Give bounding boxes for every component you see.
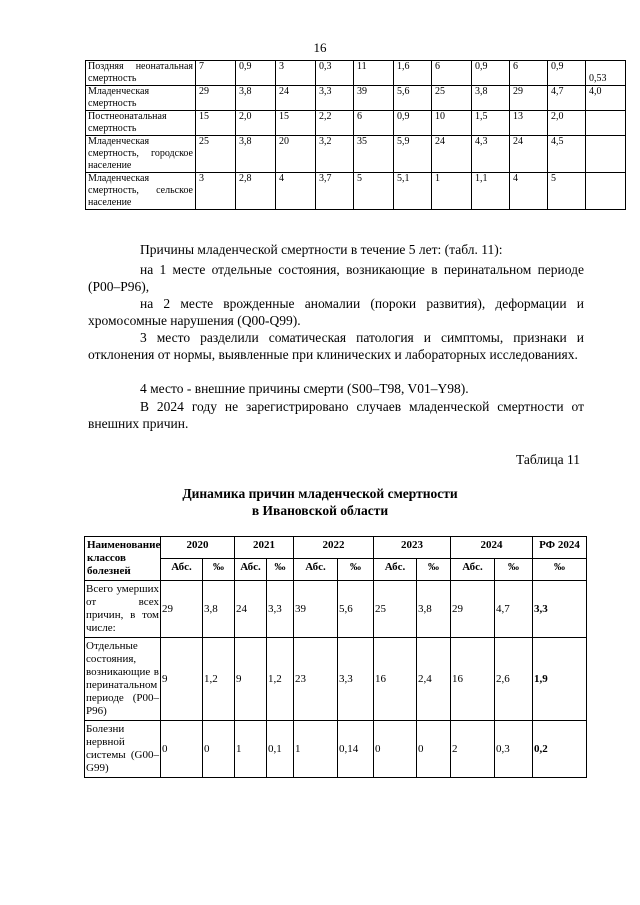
table-cell: 0 xyxy=(203,721,235,778)
table-cell: 3,8 xyxy=(203,581,235,638)
table-cell: 3,8 xyxy=(236,136,276,173)
year-header-2024: 2024 xyxy=(451,537,533,559)
table-cell: 7 xyxy=(196,61,236,86)
table-cell: 35 xyxy=(354,136,394,173)
table-cell: 3 xyxy=(196,173,236,210)
table-11-subheader-row xyxy=(85,559,587,581)
table-cell: 0,3 xyxy=(316,61,354,86)
table-cell: 5,6 xyxy=(338,581,374,638)
table-cell: 5 xyxy=(548,173,586,210)
subheader-permille: ‰ xyxy=(267,559,294,581)
table-cell: 5 xyxy=(354,173,394,210)
table-cell: 24 xyxy=(510,136,548,173)
paragraph-causes-intro: Причины младенческой смертности в течение 5 лет: (табл. 11): xyxy=(140,242,503,257)
table-cell: 0 xyxy=(417,721,451,778)
table-11-caption: Таблица 11 xyxy=(516,452,580,467)
table-cell: 2,6 xyxy=(495,638,533,721)
table-cell: 24 xyxy=(276,86,316,111)
table-cell: 3 xyxy=(276,61,316,86)
table-cell: 2,2 xyxy=(316,111,354,136)
table-cell: 6 xyxy=(510,61,548,86)
year-header-rf-2024: РФ 2024 xyxy=(533,537,587,559)
paragraph-third-place: 3 место разделили соматическая патология и симптомы, признаки и отклонения от нормы, выявленные при клинических и лабораторных исследованиях. xyxy=(88,330,584,362)
row-label: Младенческая смертность, городское население xyxy=(86,136,196,173)
row-label: Отдельные состояния, возникающие в перинатальном периоде (P00–P96) xyxy=(85,638,161,721)
table-cell: 0,1 xyxy=(267,721,294,778)
table-cell: 1 xyxy=(235,721,267,778)
table-cell: 0,14 xyxy=(338,721,374,778)
table-cell: 39 xyxy=(354,86,394,111)
table-cell: 0,2 xyxy=(533,721,587,778)
table-cell xyxy=(586,173,626,210)
table-10-continuation xyxy=(85,60,626,210)
table-cell: 15 xyxy=(276,111,316,136)
table-row xyxy=(85,721,587,778)
row-label: Младенческая смертность xyxy=(86,86,196,111)
table-cell: 0,53 xyxy=(586,61,626,86)
table-cell: 1,1 xyxy=(472,173,510,210)
table-cell: 29 xyxy=(161,581,203,638)
table-cell: 10 xyxy=(432,111,472,136)
table-row xyxy=(86,173,626,210)
table-11-year-header-row xyxy=(85,537,587,559)
row-label: Младенческая смертность, сельское население xyxy=(86,173,196,210)
table-cell: 9 xyxy=(235,638,267,721)
table-cell: 4,5 xyxy=(548,136,586,173)
subheader-abs: Абс. xyxy=(294,559,338,581)
table-11-title xyxy=(0,485,640,519)
table-cell: 20 xyxy=(276,136,316,173)
subheader-permille: ‰ xyxy=(533,559,587,581)
table-cell: 1,2 xyxy=(203,638,235,721)
table-cell: 25 xyxy=(196,136,236,173)
subheader-permille: ‰ xyxy=(203,559,235,581)
table-cell: 0,9 xyxy=(548,61,586,86)
table-cell: 3,8 xyxy=(236,86,276,111)
year-header-2023: 2023 xyxy=(374,537,451,559)
table-cell: 0 xyxy=(374,721,417,778)
table-cell: 0,9 xyxy=(394,111,432,136)
row-label: Постнеонатальная смертность xyxy=(86,111,196,136)
year-header-2020: 2020 xyxy=(161,537,235,559)
table-cell: 25 xyxy=(374,581,417,638)
row-label: Болезни нервной системы (G00–G99) xyxy=(85,721,161,778)
table-cell: 0,9 xyxy=(472,61,510,86)
row-label: Всего умерших от всех причин, в том числе: xyxy=(85,581,161,638)
table-cell: 2,0 xyxy=(548,111,586,136)
table-cell: 15 xyxy=(196,111,236,136)
page-number: 16 xyxy=(313,40,327,55)
table-cell: 3,3 xyxy=(267,581,294,638)
table-11-title-line-1: Динамика причин младенческой смертности xyxy=(182,486,458,501)
table-cell: 2,4 xyxy=(417,638,451,721)
table-cell: 1,9 xyxy=(533,638,587,721)
table-cell: 1,2 xyxy=(267,638,294,721)
table-cell: 1,6 xyxy=(394,61,432,86)
table-cell: 3,3 xyxy=(316,86,354,111)
subheader-permille: ‰ xyxy=(495,559,533,581)
table-cell: 25 xyxy=(432,86,472,111)
subheader-permille: ‰ xyxy=(417,559,451,581)
subheader-abs: Абс. xyxy=(235,559,267,581)
table-row xyxy=(86,61,626,86)
table-row xyxy=(86,86,626,111)
table-row xyxy=(86,136,626,173)
table-cell: 0 xyxy=(161,721,203,778)
table-cell: 4,7 xyxy=(495,581,533,638)
subheader-abs: Абс. xyxy=(451,559,495,581)
table-cell xyxy=(586,136,626,173)
table-11-title-line-2: в Ивановской области xyxy=(251,503,389,518)
paragraph-external-causes: В 2024 году не зарегистрировано случаев младенческой смертности от внешних причин. xyxy=(88,399,584,431)
table-cell: 1 xyxy=(432,173,472,210)
table-cell: 0,9 xyxy=(236,61,276,86)
table-cell: 2 xyxy=(451,721,495,778)
table-cell: 5,6 xyxy=(394,86,432,111)
table-cell: 3,7 xyxy=(316,173,354,210)
table-cell: 29 xyxy=(196,86,236,111)
table-cell: 4 xyxy=(510,173,548,210)
table-cell: 39 xyxy=(294,581,338,638)
table-cell: 4,7 xyxy=(548,86,586,111)
table-cell: 4,0 xyxy=(586,86,626,111)
table-cell: 24 xyxy=(235,581,267,638)
paragraph-second-place: на 2 месте врожденные аномалии (пороки развития), деформации и хромосомные нарушения (Q00-Q99). xyxy=(88,296,584,328)
table-cell: 0,3 xyxy=(495,721,533,778)
table-cell: 2,8 xyxy=(236,173,276,210)
table-cell xyxy=(586,111,626,136)
table-cell: 3,3 xyxy=(338,638,374,721)
table-cell: 2,0 xyxy=(236,111,276,136)
table-11 xyxy=(84,536,587,778)
table-row xyxy=(85,638,587,721)
paragraph-fourth-place: 4 место - внешние причины смерти (S00–T98, V01–Y98). xyxy=(140,381,469,396)
table-cell: 5,1 xyxy=(394,173,432,210)
paragraph-first-place: на 1 месте отдельные состояния, возникающие в перинатальном периоде (P00–P96), xyxy=(88,262,584,294)
subheader-abs: Абс. xyxy=(161,559,203,581)
table-cell: 9 xyxy=(161,638,203,721)
table-cell: 4,3 xyxy=(472,136,510,173)
table-row xyxy=(86,111,626,136)
row-label: Поздняя неонатальная смертность xyxy=(86,61,196,86)
table-cell: 13 xyxy=(510,111,548,136)
table-cell: 23 xyxy=(294,638,338,721)
table-cell: 16 xyxy=(374,638,417,721)
table-cell: 6 xyxy=(432,61,472,86)
table-cell: 3,3 xyxy=(533,581,587,638)
table-cell: 29 xyxy=(451,581,495,638)
year-header-2021: 2021 xyxy=(235,537,294,559)
table-cell: 3,8 xyxy=(417,581,451,638)
table-cell: 3,8 xyxy=(472,86,510,111)
table-cell: 6 xyxy=(354,111,394,136)
table-cell: 4 xyxy=(276,173,316,210)
subheader-abs: Абс. xyxy=(374,559,417,581)
year-header-2022: 2022 xyxy=(294,537,374,559)
table-cell: 1 xyxy=(294,721,338,778)
table-cell: 1,5 xyxy=(472,111,510,136)
table-cell: 5,9 xyxy=(394,136,432,173)
table-cell: 11 xyxy=(354,61,394,86)
table-11-name-header: Наименование классов болезней xyxy=(85,537,161,581)
table-row xyxy=(85,581,587,638)
subheader-permille: ‰ xyxy=(338,559,374,581)
table-cell: 16 xyxy=(451,638,495,721)
table-cell: 24 xyxy=(432,136,472,173)
table-cell: 3,2 xyxy=(316,136,354,173)
table-cell: 29 xyxy=(510,86,548,111)
